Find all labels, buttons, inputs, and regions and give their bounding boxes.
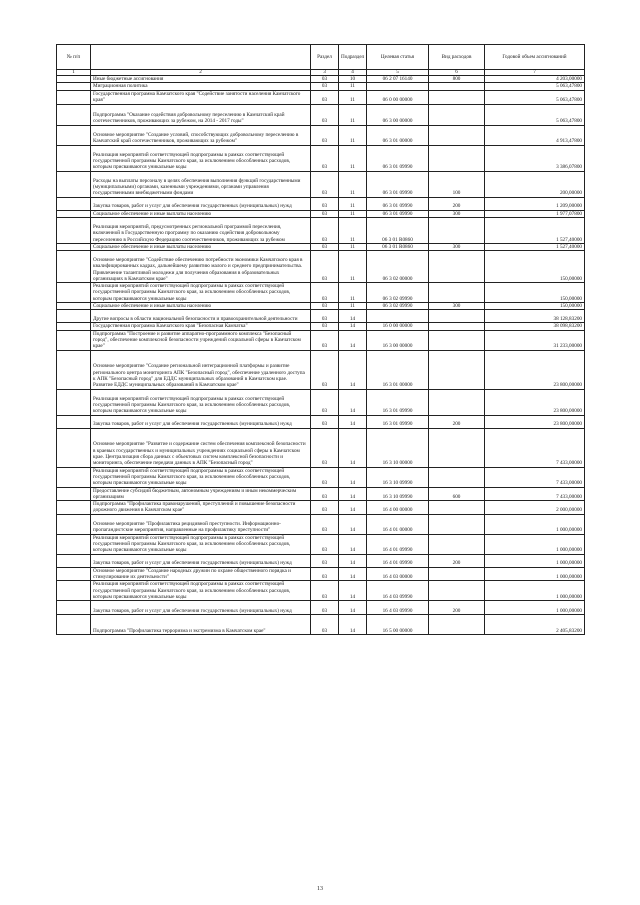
cell-type [429, 83, 485, 90]
cell-subsection: 14 [339, 330, 367, 350]
cell-num [57, 217, 91, 243]
table-row [57, 197, 585, 210]
cell-subsection: 11 [339, 90, 367, 104]
cell-subsection: 11 [339, 210, 367, 217]
cell-amount: 1 000,00000 [485, 567, 585, 581]
cell-section: 03 [311, 125, 339, 145]
cell-amount: 38 128,83200 [485, 310, 585, 323]
cell-subsection: 11 [339, 171, 367, 197]
cell-amount: 7 433,00000 [485, 428, 585, 467]
cell-num [57, 104, 91, 125]
table-row [57, 145, 585, 171]
table-row [57, 554, 585, 567]
cell-subsection: 11 [339, 197, 367, 210]
cell-section: 03 [311, 197, 339, 210]
table-row [57, 171, 585, 197]
cell-article: 16 4 01 00000 [367, 514, 429, 534]
cell-num [57, 415, 91, 428]
cell-amount: 23 800,00000 [485, 350, 585, 389]
cell-amount: 1 527,40000 [485, 217, 585, 243]
cell-article: 16 3 01 00000 [367, 350, 429, 389]
cell-subsection: 14 [339, 534, 367, 554]
cell-subsection: 14 [339, 567, 367, 581]
cell-article: 16 3 01 09990 [367, 389, 429, 415]
cell-article: 06 3 01 R0860 [367, 243, 429, 250]
cell-amount: 150,00000 [485, 303, 585, 310]
cell-type: 300 [429, 243, 485, 250]
cell-name: Реализация мероприятий соответствующей подпрограммы в рамках соответствующей государственной программы Камчатского края, за исключением обособленных расходов, которым присваиваются уникальные коды [91, 581, 311, 601]
table-row [57, 601, 585, 615]
cell-subsection: 11 [339, 83, 367, 90]
table-row [57, 210, 585, 217]
column-number: 7 [485, 70, 585, 76]
cell-num [57, 323, 91, 330]
cell-num [57, 514, 91, 534]
table-row [57, 514, 585, 534]
cell-article: 06 3 00 00000 [367, 104, 429, 125]
cell-subsection: 11 [339, 303, 367, 310]
cell-amount: 5 063,47800 [485, 104, 585, 125]
cell-section: 03 [311, 514, 339, 534]
cell-num [57, 76, 91, 83]
cell-section: 03 [311, 217, 339, 243]
table-row [57, 415, 585, 428]
cell-subsection: 14 [339, 310, 367, 323]
table-row [57, 567, 585, 581]
cell-type [429, 310, 485, 323]
table-row [57, 283, 585, 303]
cell-section: 03 [311, 350, 339, 389]
cell-article: 16 4 01 09990 [367, 534, 429, 554]
header-section: Раздел [311, 45, 339, 70]
cell-amount: 1 000,00000 [485, 514, 585, 534]
cell-num [57, 467, 91, 487]
cell-type [429, 567, 485, 581]
cell-subsection: 11 [339, 243, 367, 250]
cell-amount: 5 063,47800 [485, 83, 585, 90]
cell-article: 06 3 02 09990 [367, 303, 429, 310]
cell-subsection: 14 [339, 415, 367, 428]
cell-name: Реализация мероприятий, предусмотренных региональной программой переселения, включенной в Государственную программу по оказанию содействия добровольному переселению в Российскую Федерацию соотечественников, проживающих за рубежом [91, 217, 311, 243]
cell-type [429, 104, 485, 125]
cell-article [367, 83, 429, 90]
cell-section: 03 [311, 171, 339, 197]
cell-section: 03 [311, 501, 339, 515]
table-row [57, 389, 585, 415]
cell-name: Основное мероприятие "Развитие и содержание систем обеспечения комплексной безопасности в краевых государственных и муниципальных учреждениях социальной сферы в Камчатском крае. Централизация сбора данных с объектовых систем комплексной безопасности и мониторинга, обеспечение передачи данных в АПК "Безопасный город" [91, 428, 311, 467]
table-row [57, 310, 585, 323]
cell-num [57, 615, 91, 635]
cell-name: Реализация мероприятий соответствующей подпрограммы в рамках соответствующей государственной программы Камчатского края, за исключением обособленных расходов, которым присваиваются уникальные коды [91, 145, 311, 171]
cell-section: 03 [311, 310, 339, 323]
table-row [57, 243, 585, 250]
header-subsection: Подраздел [339, 45, 367, 70]
cell-subsection: 10 [339, 76, 367, 83]
cell-subsection: 14 [339, 581, 367, 601]
cell-num [57, 125, 91, 145]
cell-section: 03 [311, 534, 339, 554]
cell-num [57, 90, 91, 104]
cell-name: Основное мероприятие "Профилактика рецидивной преступности. Информационно-пропагандистские мероприятия, направленные на профилактику преступности" [91, 514, 311, 534]
cell-num [57, 145, 91, 171]
cell-num [57, 350, 91, 389]
cell-num [57, 581, 91, 601]
cell-section: 03 [311, 210, 339, 217]
cell-type [429, 501, 485, 515]
cell-section: 03 [311, 467, 339, 487]
cell-subsection: 14 [339, 615, 367, 635]
column-number: 4 [339, 70, 367, 76]
cell-section: 03 [311, 104, 339, 125]
column-number: 3 [311, 70, 339, 76]
cell-amount: 150,00000 [485, 283, 585, 303]
table-row [57, 467, 585, 487]
cell-name: Реализация мероприятий соответствующей подпрограммы в рамках соответствующей государственной программы Камчатского края, за исключением обособленных расходов, которым присваиваются уникальные коды [91, 389, 311, 415]
cell-amount: 7 433,00000 [485, 487, 585, 501]
column-number: 5 [367, 70, 429, 76]
cell-amount: 1 000,00000 [485, 581, 585, 601]
cell-amount: 1 209,00000 [485, 197, 585, 210]
cell-amount: 1 000,00000 [485, 601, 585, 615]
cell-article: 16 3 10 00000 [367, 428, 429, 467]
header-name [91, 45, 311, 70]
cell-type [429, 90, 485, 104]
cell-num [57, 197, 91, 210]
cell-section: 03 [311, 243, 339, 250]
cell-type [429, 581, 485, 601]
cell-name: Основное мероприятие "Создание региональной интеграционной платформы и развитие регионального центра мониторинга АПК "Безопасный город", обеспечение удаленного доступа к АПК "Безопасный город" для ЕДДС муниципальных образований в Камчатском крае. Развитие ЕДДС муниципальных образований в Камчатском крае" [91, 350, 311, 389]
cell-name: Миграционная политика [91, 83, 311, 90]
cell-article: 16 4 00 00000 [367, 501, 429, 515]
cell-type [429, 217, 485, 243]
header-expense-type: Вид расходов [429, 45, 485, 70]
cell-num [57, 283, 91, 303]
table-row [57, 76, 585, 83]
table-row [57, 487, 585, 501]
cell-subsection: 14 [339, 514, 367, 534]
cell-num [57, 487, 91, 501]
cell-name: Расходы на выплаты персоналу в целях обеспечения выполнения функций государственными (муниципальными) органами, казенными учреждениями, органами управления государственными внебюджетными фондами [91, 171, 311, 197]
page-number: 13 [317, 886, 323, 892]
cell-amount: 2 405,83200 [485, 615, 585, 635]
table-row [57, 581, 585, 601]
cell-type [429, 323, 485, 330]
cell-num [57, 428, 91, 467]
table-row [57, 104, 585, 125]
column-number: 1 [57, 70, 91, 76]
cell-subsection: 14 [339, 467, 367, 487]
cell-article: 16 0 00 00000 [367, 323, 429, 330]
cell-amount: 5 063,47800 [485, 90, 585, 104]
cell-article: 06 2 07 16140 [367, 76, 429, 83]
cell-name: Реализация мероприятий соответствующей подпрограммы в рамках соответствующей государственной программы Камчатского края, за исключением обособленных расходов, которым присваиваются уникальные коды [91, 467, 311, 487]
cell-type [429, 615, 485, 635]
cell-amount: 1 000,00000 [485, 534, 585, 554]
cell-section: 03 [311, 145, 339, 171]
cell-amount: 1 527,40000 [485, 243, 585, 250]
cell-num [57, 251, 91, 283]
table-row [57, 83, 585, 90]
cell-num [57, 601, 91, 615]
table-row [57, 251, 585, 283]
cell-name: Закупка товаров, работ и услуг для обеспечения государственных (муниципальных) нужд [91, 197, 311, 210]
cell-type [429, 350, 485, 389]
cell-num [57, 243, 91, 250]
cell-amount: 1 977,07800 [485, 210, 585, 217]
cell-section: 03 [311, 567, 339, 581]
cell-num [57, 389, 91, 415]
cell-amount: 4 203,00000 [485, 76, 585, 83]
cell-article: 06 3 01 09990 [367, 197, 429, 210]
cell-article: 06 3 02 00000 [367, 251, 429, 283]
cell-type [429, 514, 485, 534]
cell-num [57, 501, 91, 515]
cell-num [57, 310, 91, 323]
cell-section: 03 [311, 554, 339, 567]
cell-subsection: 14 [339, 389, 367, 415]
cell-type: 300 [429, 303, 485, 310]
cell-type: 200 [429, 601, 485, 615]
cell-amount: 23 800,00000 [485, 389, 585, 415]
cell-article: 06 3 01 00000 [367, 125, 429, 145]
cell-type [429, 330, 485, 350]
cell-amount: 3 386,07800 [485, 145, 585, 171]
cell-type [429, 125, 485, 145]
cell-name: Основное мероприятие "Содействие обеспечению потребности экономики Камчатского края в квалифицированных кадрах, дальнейшему развитию малого и среднего предпринимательства. Привлечение талантливой молодежи для получения образования в образовательных организациях в Камчатском крае" [91, 251, 311, 283]
cell-article: 16 3 10 09990 [367, 487, 429, 501]
cell-amount: 23 800,00000 [485, 415, 585, 428]
cell-name: Социальное обеспечение и иные выплаты населению [91, 210, 311, 217]
header-num: № п/п [57, 45, 91, 70]
cell-subsection: 14 [339, 601, 367, 615]
cell-num [57, 303, 91, 310]
table-row [57, 303, 585, 310]
cell-subsection: 11 [339, 145, 367, 171]
table-row [57, 534, 585, 554]
cell-type [429, 251, 485, 283]
cell-article: 16 4 03 00000 [367, 567, 429, 581]
cell-section: 03 [311, 615, 339, 635]
cell-amount: 1 000,00000 [485, 554, 585, 567]
cell-num [57, 330, 91, 350]
cell-article: 06 3 02 09990 [367, 283, 429, 303]
header-annual-volume: Годовой объем ассигнований [485, 45, 585, 70]
cell-type [429, 534, 485, 554]
cell-subsection: 11 [339, 251, 367, 283]
table-row [57, 615, 585, 635]
cell-article: 16 3 01 09990 [367, 415, 429, 428]
cell-name: Государственная программа Камчатского края "Безопасная Камчатка" [91, 323, 311, 330]
cell-amount: 7 433,00000 [485, 467, 585, 487]
cell-section: 03 [311, 76, 339, 83]
cell-amount: 2 000,00000 [485, 501, 585, 515]
column-number: 6 [429, 70, 485, 76]
cell-num [57, 534, 91, 554]
cell-section: 03 [311, 581, 339, 601]
cell-subsection: 14 [339, 323, 367, 330]
cell-section: 03 [311, 601, 339, 615]
table-row [57, 323, 585, 330]
cell-section: 03 [311, 415, 339, 428]
budget-table [56, 44, 585, 635]
cell-type: 200 [429, 197, 485, 210]
cell-section: 03 [311, 303, 339, 310]
cell-subsection: 11 [339, 125, 367, 145]
cell-type: 200 [429, 554, 485, 567]
cell-type [429, 389, 485, 415]
cell-amount: 150,00000 [485, 251, 585, 283]
cell-article: 16 4 03 09990 [367, 581, 429, 601]
cell-type: 200 [429, 415, 485, 428]
cell-name: Реализация мероприятий соответствующей подпрограммы в рамках соответствующей государственной программы Камчатского края, за исключением обособленных расходов, которым присваиваются уникальные коды [91, 283, 311, 303]
cell-name: Основное мероприятие "Создание народных дружин по охране общественного порядка и стимулирование их деятельности" [91, 567, 311, 581]
cell-name: Закупка товаров, работ и услуг для обеспечения государственных (муниципальных) нужд [91, 554, 311, 567]
cell-num [57, 171, 91, 197]
cell-num [57, 210, 91, 217]
cell-section: 03 [311, 323, 339, 330]
cell-num [57, 83, 91, 90]
cell-section: 03 [311, 330, 339, 350]
table-row [57, 428, 585, 467]
cell-type [429, 428, 485, 467]
cell-subsection: 14 [339, 487, 367, 501]
table-row [57, 501, 585, 515]
cell-article: 06 0 00 00000 [367, 90, 429, 104]
cell-amount: 200,00000 [485, 171, 585, 197]
cell-name: Реализация мероприятий соответствующей подпрограммы в рамках соответствующей государственной программы Камчатского края, за исключением обособленных расходов, которым присваиваются уникальные коды [91, 534, 311, 554]
column-number: 2 [91, 70, 311, 76]
cell-name: Подпрограмма "Оказание содействия добровольному переселению в Камчатский край соотечественников, проживающих за рубежом, на 2014 - 2017 годы" [91, 104, 311, 125]
cell-name: Социальное обеспечение и иные выплаты населению [91, 243, 311, 250]
cell-article: 06 3 01 09990 [367, 171, 429, 197]
cell-name: Предоставление субсидий бюджетным, автономным учреждениям и иным некоммерческим организациям [91, 487, 311, 501]
cell-section: 03 [311, 83, 339, 90]
cell-article: 16 3 00 00000 [367, 330, 429, 350]
cell-type [429, 467, 485, 487]
cell-name: Закупка товаров, работ и услуг для обеспечения государственных (муниципальных) нужд [91, 415, 311, 428]
table-row [57, 217, 585, 243]
cell-subsection: 14 [339, 428, 367, 467]
cell-name: Подпрограмма "Построение и развитие аппаратно-программного комплекса "Безопасный город", обеспечение комплексной безопасности учреждений социальной сферы в Камчатском крае" [91, 330, 311, 350]
cell-subsection: 11 [339, 217, 367, 243]
cell-section: 03 [311, 251, 339, 283]
cell-subsection: 14 [339, 350, 367, 389]
table-row [57, 125, 585, 145]
cell-section: 03 [311, 90, 339, 104]
cell-article: 16 3 10 09990 [367, 467, 429, 487]
cell-article: 16 5 00 00000 [367, 615, 429, 635]
cell-name: Государственная программа Камчатского края "Содействие занятости населения Камчатского края" [91, 90, 311, 104]
cell-section: 03 [311, 428, 339, 467]
cell-subsection: 11 [339, 283, 367, 303]
cell-article: 16 4 01 09990 [367, 554, 429, 567]
cell-name: Социальное обеспечение и иные выплаты населению [91, 303, 311, 310]
table-row [57, 90, 585, 104]
table-row [57, 350, 585, 389]
cell-num [57, 567, 91, 581]
cell-section: 03 [311, 389, 339, 415]
cell-name: Другие вопросы в области национальной безопасности и правоохранительной деятельности [91, 310, 311, 323]
cell-subsection: 14 [339, 501, 367, 515]
cell-name: Подпрограмма "Профилактика терроризма и экстремизма в Камчатском крае" [91, 615, 311, 635]
cell-name: Основное мероприятие "Создание условий, способствующих добровольному переселению в Камчатский край соотечественников, проживающих за рубежом" [91, 125, 311, 145]
cell-type [429, 145, 485, 171]
cell-section: 03 [311, 487, 339, 501]
cell-subsection: 11 [339, 104, 367, 125]
header-target-article: Целевая статья [367, 45, 429, 70]
cell-name: Подпрограмма "Профилактика правонарушений, преступлений и повышение безопасности дорожного движения в Камчатском крае" [91, 501, 311, 515]
cell-article: 16 4 03 09990 [367, 601, 429, 615]
cell-type: 100 [429, 171, 485, 197]
cell-amount: 31 233,00000 [485, 330, 585, 350]
cell-type [429, 283, 485, 303]
cell-section: 03 [311, 283, 339, 303]
table-row [57, 330, 585, 350]
cell-article: 06 3 01 R0860 [367, 217, 429, 243]
cell-name: Закупка товаров, работ и услуг для обеспечения государственных (муниципальных) нужд [91, 601, 311, 615]
table-body [57, 70, 585, 635]
table-header-row [57, 45, 585, 70]
cell-num [57, 554, 91, 567]
cell-type: 600 [429, 487, 485, 501]
cell-article [367, 310, 429, 323]
cell-type: 300 [429, 210, 485, 217]
cell-subsection: 14 [339, 554, 367, 567]
cell-type: 800 [429, 76, 485, 83]
cell-article: 06 3 01 09990 [367, 210, 429, 217]
cell-article: 06 3 01 09990 [367, 145, 429, 171]
cell-amount: 4 913,47800 [485, 125, 585, 145]
cell-name: Иные бюджетные ассигнования [91, 76, 311, 83]
cell-amount: 38 098,83200 [485, 323, 585, 330]
